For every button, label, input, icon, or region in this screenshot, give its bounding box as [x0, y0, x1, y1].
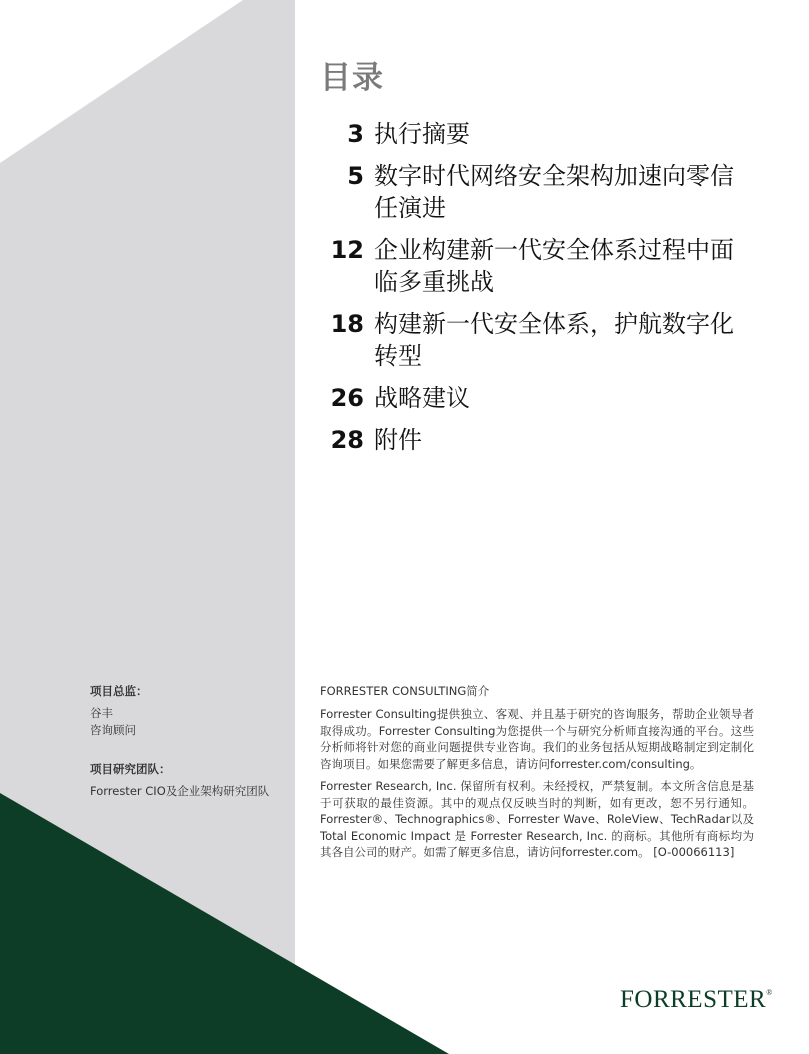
toc-title: 目录	[320, 60, 384, 96]
director-name: 谷丰	[90, 706, 113, 720]
toc-entry[interactable]	[324, 118, 754, 150]
logo-text: FORRESTER	[620, 986, 767, 1013]
toc-entry-title: 构建新一代安全体系，护航数字化转型	[374, 310, 734, 370]
toc-entry-title: 附件	[374, 426, 422, 454]
toc-entry-title: 战略建议	[374, 384, 470, 412]
registered-mark: ®	[766, 988, 773, 997]
toc-entry[interactable]	[324, 424, 754, 456]
research-team-label: 项目研究团队：	[90, 762, 171, 776]
toc-entry[interactable]	[324, 308, 754, 372]
toc-page-number: 5	[347, 162, 364, 190]
forrester-logo	[620, 986, 773, 1014]
director-label: 项目总监：	[90, 684, 148, 698]
toc-entry[interactable]	[324, 234, 754, 298]
toc-entry-title: 企业构建新一代安全体系过程中面临多重挑战	[374, 236, 734, 296]
research-team-name: Forrester CIO及企业架构研究团队	[90, 784, 270, 798]
table-of-contents	[324, 118, 754, 466]
toc-page-number: 3	[347, 120, 364, 148]
about-paragraph: Forrester Consulting提供独立、客观、并且基于研究的咨询服务，帮助企业领导者取得成功。Forrester Consulting为您提供一个与研究分析师直接沟通的平台。这些分析师将针对您的商业问题提供专业咨询。我们的业务包括从短期战略制定到定制化咨询项目。如果您需要了解更多信息，请访问forrester.com/consulting。	[320, 707, 754, 771]
toc-page-number: 26	[330, 384, 364, 412]
director-role: 咨询顾问	[90, 723, 136, 737]
project-team	[90, 683, 305, 800]
about-heading: FORRESTER CONSULTING简介	[320, 684, 490, 698]
toc-entry[interactable]	[324, 160, 754, 224]
toc-entry[interactable]	[324, 382, 754, 414]
copyright-paragraph: Forrester Research, Inc. 保留所有权利。未经授权，严禁复制。本文所含信息是基于可获取的最佳资源。其中的观点仅反映当时的判断，如有更改，恕不另行通知。Forrester®、Technographics®、Forrester Wave、RoleView、TechRadar以及 Total Economic Impact 是 Forrester Research, Inc. 的商标。其他所有商标均为其各自公司的财产。如需了解更多信息，请访问forrester.com。 [O-00066113]	[320, 779, 754, 859]
about-forrester-consulting	[320, 683, 754, 867]
toc-page-number: 18	[330, 310, 364, 338]
toc-page-number: 12	[330, 236, 364, 264]
toc-entry-title: 执行摘要	[374, 120, 470, 148]
toc-entry-title: 数字时代网络安全架构加速向零信任演进	[374, 162, 734, 222]
toc-page-number: 28	[330, 426, 364, 454]
